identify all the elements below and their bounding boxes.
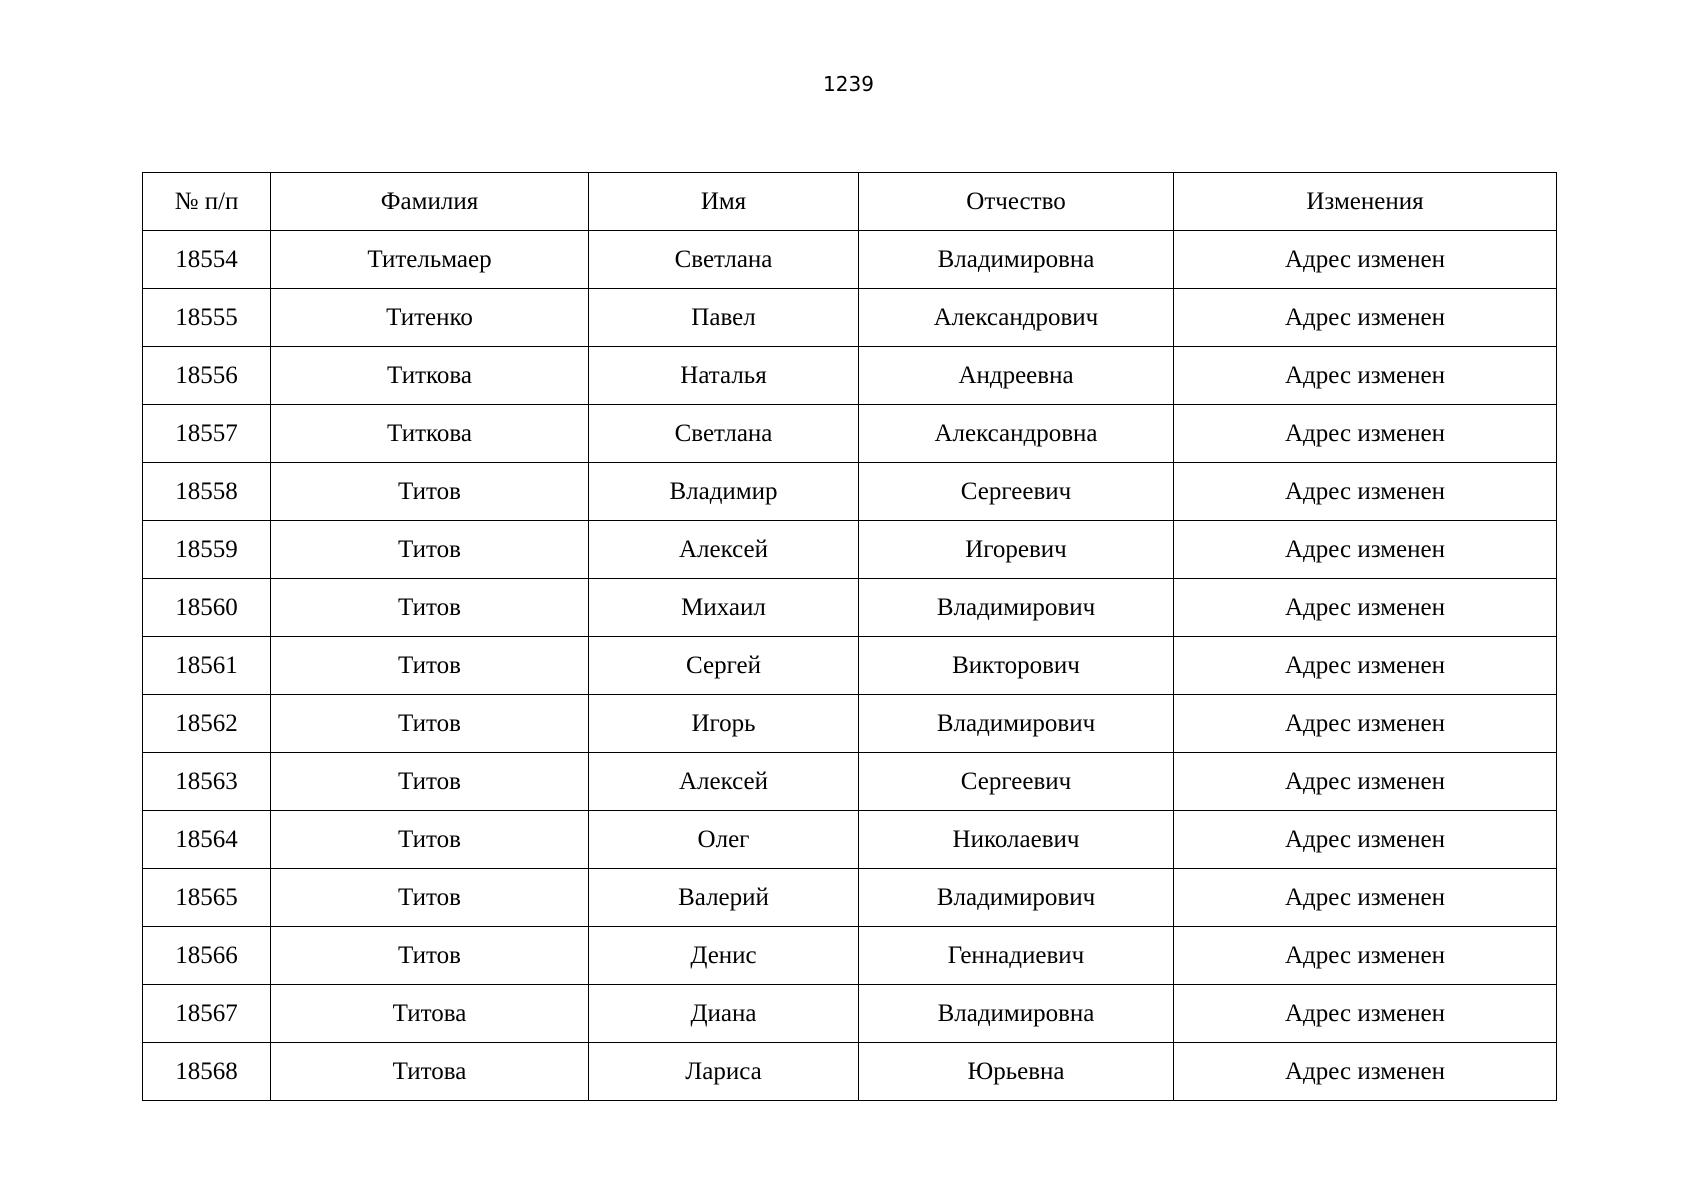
cell-surname: Титов xyxy=(271,463,589,521)
table-row xyxy=(143,927,1557,985)
cell-surname: Титов xyxy=(271,521,589,579)
header-row xyxy=(143,173,1557,231)
cell-surname: Титкова xyxy=(271,347,589,405)
cell-number: 18567 xyxy=(143,985,271,1043)
cell-surname: Титкова xyxy=(271,405,589,463)
header-surname: Фамилия xyxy=(271,173,589,231)
cell-patronymic: Викторович xyxy=(859,637,1174,695)
cell-changes: Адрес изменен xyxy=(1174,869,1557,927)
table-row xyxy=(143,985,1557,1043)
cell-number: 18555 xyxy=(143,289,271,347)
table-row xyxy=(143,695,1557,753)
cell-changes: Адрес изменен xyxy=(1174,811,1557,869)
cell-surname: Титенко xyxy=(271,289,589,347)
cell-patronymic: Александрович xyxy=(859,289,1174,347)
cell-surname: Титов xyxy=(271,811,589,869)
cell-first-name: Светлана xyxy=(589,405,859,463)
cell-surname: Тительмаер xyxy=(271,231,589,289)
cell-changes: Адрес изменен xyxy=(1174,405,1557,463)
header-changes: Изменения xyxy=(1174,173,1557,231)
cell-number: 18559 xyxy=(143,521,271,579)
cell-patronymic: Андреевна xyxy=(859,347,1174,405)
cell-changes: Адрес изменен xyxy=(1174,521,1557,579)
cell-changes: Адрес изменен xyxy=(1174,231,1557,289)
cell-number: 18558 xyxy=(143,463,271,521)
cell-first-name: Игорь xyxy=(589,695,859,753)
cell-patronymic: Владимировна xyxy=(859,985,1174,1043)
cell-changes: Адрес изменен xyxy=(1174,637,1557,695)
registry-table xyxy=(142,172,1557,1101)
cell-surname: Титов xyxy=(271,579,589,637)
cell-surname: Титов xyxy=(271,869,589,927)
cell-patronymic: Сергеевич xyxy=(859,463,1174,521)
cell-patronymic: Николаевич xyxy=(859,811,1174,869)
table-row xyxy=(143,637,1557,695)
cell-number: 18566 xyxy=(143,927,271,985)
cell-patronymic: Владимирович xyxy=(859,695,1174,753)
table-row xyxy=(143,521,1557,579)
cell-number: 18563 xyxy=(143,753,271,811)
cell-changes: Адрес изменен xyxy=(1174,1043,1557,1101)
cell-number: 18568 xyxy=(143,1043,271,1101)
cell-changes: Адрес изменен xyxy=(1174,927,1557,985)
cell-patronymic: Сергеевич xyxy=(859,753,1174,811)
table-row xyxy=(143,289,1557,347)
cell-changes: Адрес изменен xyxy=(1174,695,1557,753)
cell-surname: Титов xyxy=(271,695,589,753)
cell-number: 18560 xyxy=(143,579,271,637)
cell-number: 18556 xyxy=(143,347,271,405)
table-row xyxy=(143,869,1557,927)
table-row xyxy=(143,463,1557,521)
table-row xyxy=(143,231,1557,289)
cell-surname: Титов xyxy=(271,637,589,695)
cell-number: 18557 xyxy=(143,405,271,463)
cell-patronymic: Владимировна xyxy=(859,231,1174,289)
cell-changes: Адрес изменен xyxy=(1174,579,1557,637)
cell-first-name: Алексей xyxy=(589,753,859,811)
cell-first-name: Диана xyxy=(589,985,859,1043)
cell-number: 18564 xyxy=(143,811,271,869)
table-body xyxy=(143,231,1557,1101)
table-row xyxy=(143,753,1557,811)
cell-first-name: Алексей xyxy=(589,521,859,579)
cell-first-name: Лариса xyxy=(589,1043,859,1101)
cell-changes: Адрес изменен xyxy=(1174,347,1557,405)
cell-number: 18554 xyxy=(143,231,271,289)
table-row xyxy=(143,811,1557,869)
cell-first-name: Наталья xyxy=(589,347,859,405)
cell-first-name: Валерий xyxy=(589,869,859,927)
cell-patronymic: Игоревич xyxy=(859,521,1174,579)
cell-changes: Адрес изменен xyxy=(1174,753,1557,811)
header-first-name: Имя xyxy=(589,173,859,231)
cell-changes: Адрес изменен xyxy=(1174,985,1557,1043)
header-patronymic: Отчество xyxy=(859,173,1174,231)
cell-patronymic: Владимирович xyxy=(859,869,1174,927)
cell-surname: Титов xyxy=(271,927,589,985)
header-number: № п/п xyxy=(143,173,271,231)
cell-number: 18562 xyxy=(143,695,271,753)
cell-first-name: Сергей xyxy=(589,637,859,695)
cell-first-name: Михаил xyxy=(589,579,859,637)
cell-number: 18565 xyxy=(143,869,271,927)
cell-first-name: Владимир xyxy=(589,463,859,521)
cell-number: 18561 xyxy=(143,637,271,695)
cell-first-name: Денис xyxy=(589,927,859,985)
cell-patronymic: Александровна xyxy=(859,405,1174,463)
table-row xyxy=(143,1043,1557,1101)
cell-patronymic: Владимирович xyxy=(859,579,1174,637)
cell-changes: Адрес изменен xyxy=(1174,463,1557,521)
cell-first-name: Олег xyxy=(589,811,859,869)
cell-surname: Титова xyxy=(271,1043,589,1101)
table-row xyxy=(143,347,1557,405)
page-number: 1239 xyxy=(823,72,874,96)
cell-first-name: Светлана xyxy=(589,231,859,289)
table-row xyxy=(143,405,1557,463)
cell-changes: Адрес изменен xyxy=(1174,289,1557,347)
cell-patronymic: Юрьевна xyxy=(859,1043,1174,1101)
table-row xyxy=(143,579,1557,637)
cell-patronymic: Геннадиевич xyxy=(859,927,1174,985)
cell-surname: Титова xyxy=(271,985,589,1043)
cell-surname: Титов xyxy=(271,753,589,811)
cell-first-name: Павел xyxy=(589,289,859,347)
